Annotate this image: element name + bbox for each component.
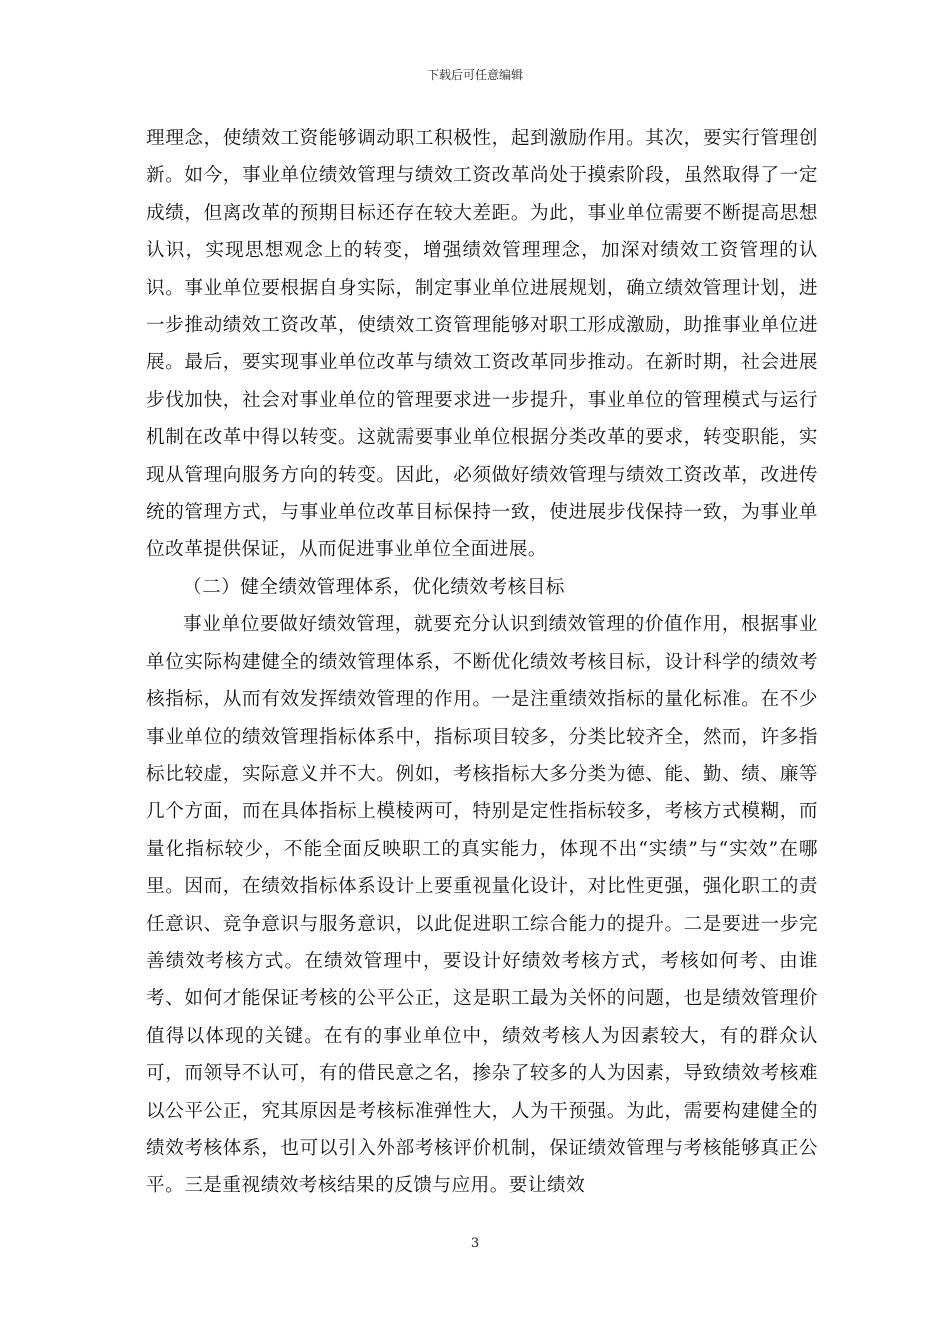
body-paragraph: 事业单位要做好绩效管理，就要充分认识到绩效管理的价值作用，根据事业单位实际构建健全的绩效管理体系，不断优化绩效考核目标，设计科学的绩效考核指标，从而有效发挥绩效管理的作用。一是注重绩效指标的量化标准。在不少事业单位的绩效管理指标体系中，指标项目较多，分类比较齐全，然而，许多指标比较虚，实际意义并不大。例如，考核指标大多分类为德、能、勤、绩、廉等几个方面，而在具体指标上模棱两可，特别是定性指标较多，考核方式模糊，而量化指标较少，不能全面反映职工的真实能力，体现不出“实绩”与“实效”在哪里。因而，在绩效指标体系设计上要重视量化设计，对比性更强，强化职工的责任意识、竞争意识与服务意识，以此促进职工综合能力的提升。二是要进一步完善绩效考核方式。在绩效管理中，要设计好绩效考核方式，考核如何考、由谁考、如何才能保证考核的公平公正，这是职工最为关怀的问题，也是绩效管理价值得以体现的关键。在有的事业单位中，绩效考核人为因素较大，有的群众认可，而领导不认可，有的借民意之名，掺杂了较多的人为因素，导致绩效考核难以公平公正，究其原因是考核标准弹性大，人为干预强。为此，需要构建健全的绩效考核体系，也可以引入外部考核评价机制，保证绩效管理与考核能够真正公平。三是重视绩效考核结果的反馈与应用。要让绩效 bbox=[146, 614, 818, 1197]
section-heading: （二）健全绩效管理体系，优化绩效考核目标 bbox=[183, 576, 565, 598]
document-body bbox=[146, 120, 818, 1205]
page-header: 下载后可任意编辑 bbox=[426, 68, 523, 82]
body-paragraph: 理理念，使绩效工资能够调动职工积极性，起到激励作用。其次，要实行管理创新。如今，事业单位绩效管理与绩效工资改革尚处于摸索阶段，虽然取得了一定成绩，但离改革的预期目标还存在较大差距。为此，事业单位需要不断提高思想认识，实现思想观念上的转变，增强绩效管理理念，加深对绩效工资管理的认识。事业单位要根据自身实际，制定事业单位进展规划，确立绩效管理计划，进一步推动绩效工资改革，使绩效工资管理能够对职工形成激励，助推事业单位进展。最后，要实现事业单位改革与绩效工资改革同步推动。在新时期，社会进展步伐加快，社会对事业单位的管理要求进一步提升，事业单位的管理模式与运行机制在改革中得以转变。这就需要事业单位根据分类改革的要求，转变职能，实现从管理向服务方向的转变。因此，必须做好绩效管理与绩效工资改革，改进传统的管理方式，与事业单位改革目标保持一致，使进展步伐保持一致，为事业单位改革提供保证，从而促进事业单位全面进展。 bbox=[146, 128, 818, 561]
page-number: 3 bbox=[470, 1236, 480, 1251]
